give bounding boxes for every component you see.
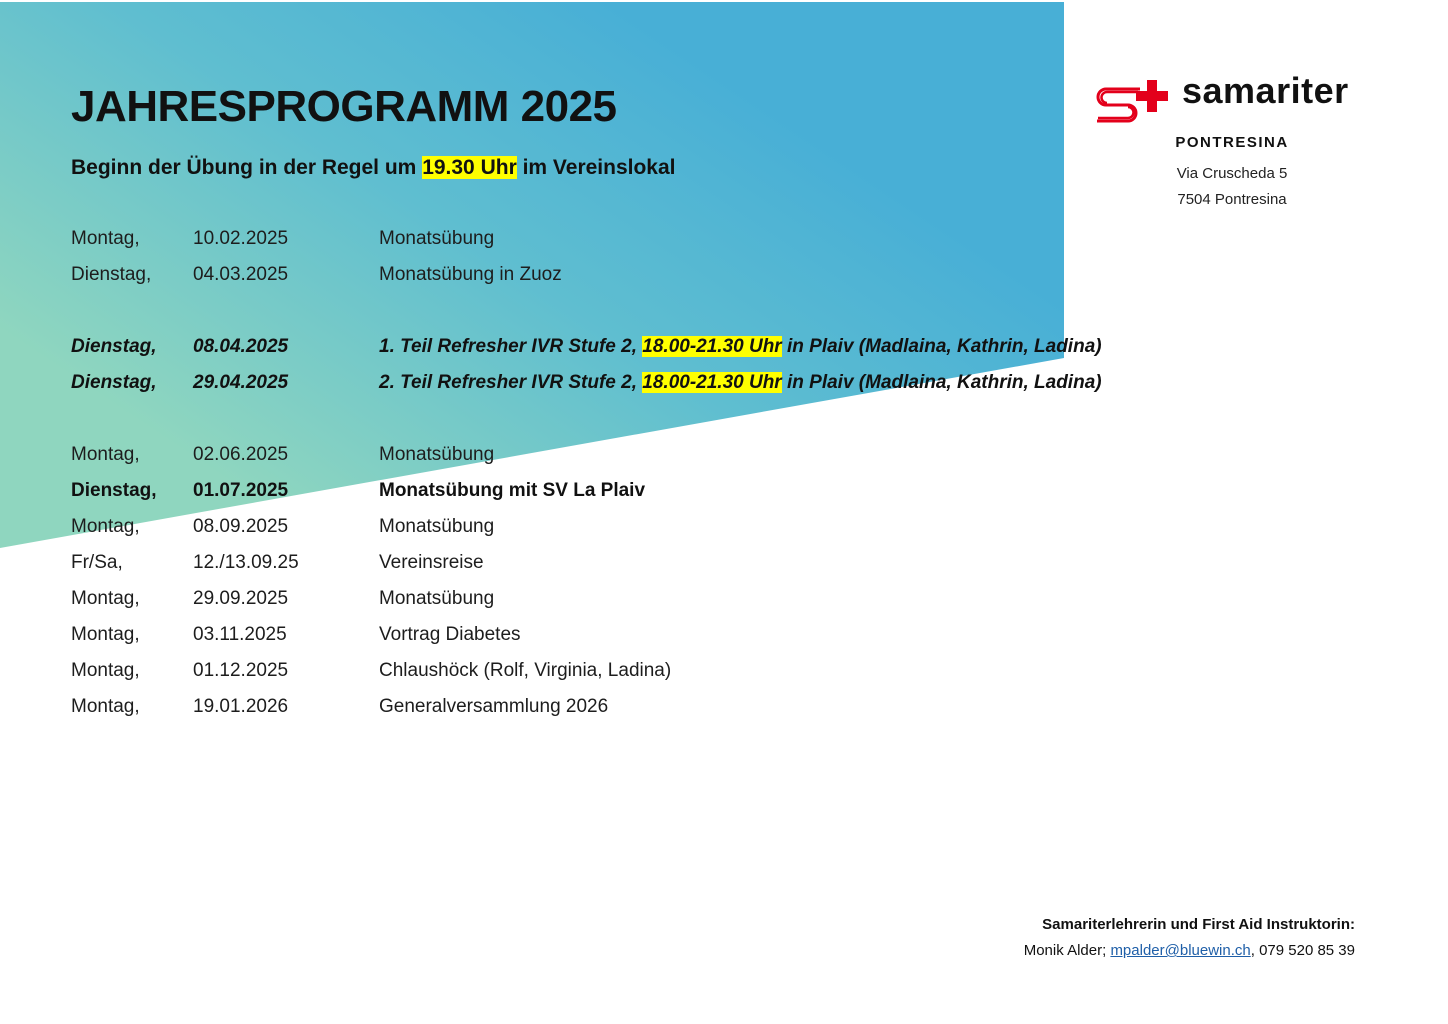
event-date: 01.07.2025 [193,480,289,501]
event-day: Montag, [71,660,140,681]
contact-phone: , 079 520 85 39 [1250,942,1355,959]
event-description-text: 1. Teil Refresher IVR Stufe 2, [379,336,643,357]
event-date: 29.09.2025 [193,588,289,609]
event-day: Montag, [71,228,140,249]
event-date: 29.04.2025 [193,372,289,393]
event-date: 19.01.2026 [193,696,289,717]
event-date: 01.12.2025 [193,660,289,681]
event-description [379,336,1102,358]
event-day: Montag, [71,444,140,465]
event-description: Monatsübung [379,516,495,537]
contact-name: Monik Alder; [1023,942,1111,959]
event-description: Monatsübung in Zuoz [379,264,562,285]
organization-street: Via Cruscheda 5 [1176,165,1288,182]
event-description: Chlaushöck (Rolf, Virginia, Ladina) [379,660,672,681]
event-day: Dienstag, [71,264,152,285]
event-day: Fr/Sa, [71,552,123,573]
event-date: 08.04.2025 [193,336,289,357]
event-description: Monatsübung mit SV La Plaiv [379,480,646,501]
organization-city: 7504 Pontresina [1177,191,1287,208]
event-description: Monatsübung [379,228,495,249]
event-description: Vortrag Diabetes [379,624,521,645]
event-description: Monatsübung [379,588,495,609]
footer-contact-line [1024,942,1355,959]
event-day: Montag, [71,588,140,609]
organization-address [1112,134,1352,217]
event-day: Montag, [71,624,140,645]
footer-title: Samariterlehrerin und First Aid Instruktorin: [1042,916,1355,933]
event-day: Dienstag, [71,336,157,357]
organization-name: PONTRESINA [1175,134,1289,151]
event-description-text: 2. Teil Refresher IVR Stufe 2, [379,372,643,393]
event-time-highlight: 18.00-21.30 Uhr [642,336,782,357]
subtitle [71,156,676,180]
event-day: Montag, [71,696,140,717]
event-date: 02.06.2025 [193,444,289,465]
event-day: Dienstag, [71,480,157,501]
event-description-location: in Plaiv (Madlaina, Kathrin, Ladina) [781,372,1102,393]
event-description-location: in Plaiv (Madlaina, Kathrin, Ladina) [781,336,1102,357]
event-date: 03.11.2025 [193,624,287,645]
event-description: Generalversammlung 2026 [379,696,609,717]
subtitle-location: im Vereinslokal [516,156,676,179]
event-time-highlight: 18.00-21.30 Uhr [642,372,782,393]
contact-email-link[interactable]: mpalder@bluewin.ch [1110,942,1251,959]
event-date: 04.03.2025 [193,264,289,285]
event-description [379,372,1102,394]
event-date: 08.09.2025 [193,516,289,537]
page-title: JAHRESPROGRAMM 2025 [71,82,617,131]
samariter-logo [1094,70,1384,132]
event-description: Vereinsreise [379,552,484,573]
event-day: Montag, [71,516,140,537]
subtitle-text: Beginn der Übung in der Regel um [71,156,423,179]
logo-text: samariter [1182,70,1349,111]
event-date: 10.02.2025 [193,228,289,249]
event-day: Dienstag, [71,372,157,393]
event-date: 12./13.09.25 [193,552,299,573]
footer-contact [1024,916,1355,959]
event-description: Monatsübung [379,444,495,465]
samariter-s-cross-logo-icon [1094,78,1174,128]
subtitle-time-highlight: 19.30 Uhr [422,156,517,179]
